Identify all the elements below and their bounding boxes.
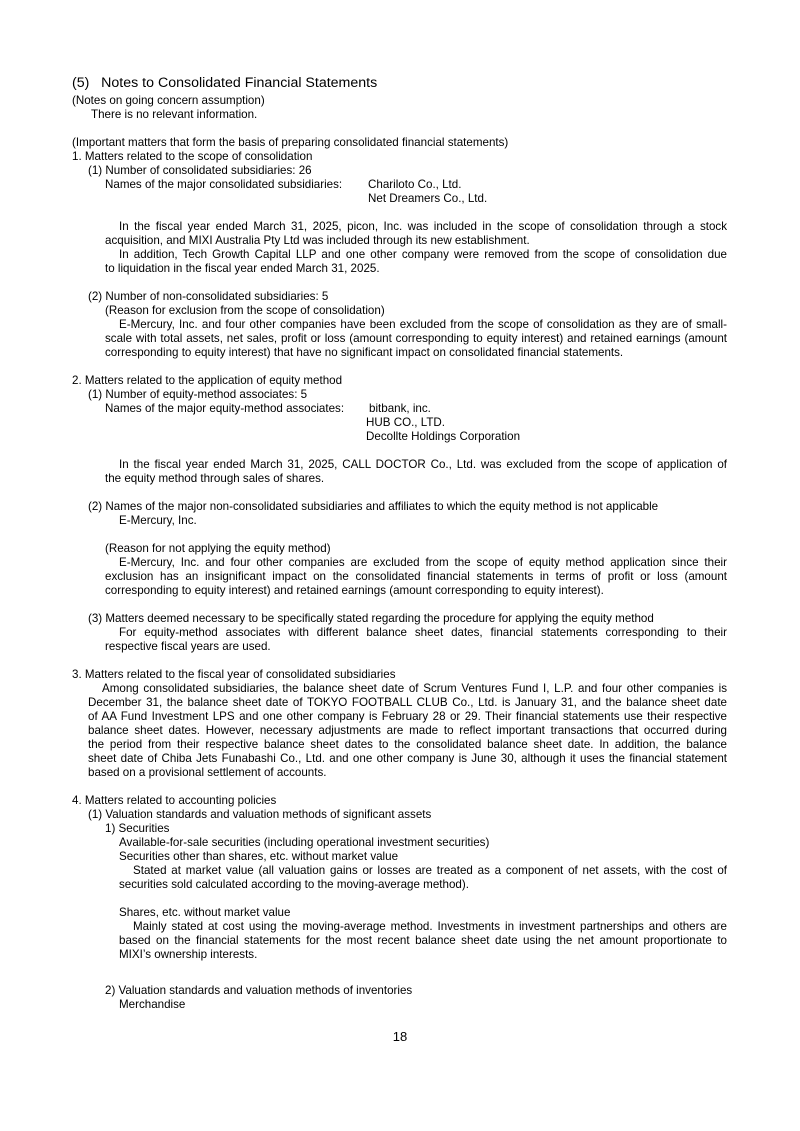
- s1-reason-heading: (Reason for exclusion from the scope of consolidation): [105, 304, 385, 317]
- s3-line: sheet date of Chiba Jets Funabashi Co., Ltd. and one other company is June 30, although it uses the financial statement: [88, 752, 727, 765]
- s4-item2: 2) Valuation standards and valuation methods of inventories: [105, 984, 413, 997]
- basis-heading: (Important matters that form the basis of preparing consolidated financial statements): [72, 136, 509, 149]
- s2-reason-line: corresponding to equity interest) and retained earnings (amount corresponding to equity interest).: [105, 584, 604, 597]
- going-concern-text: There is no relevant information.: [91, 108, 258, 121]
- s1-para2-line: In addition, Tech Growth Capital LLP and one other company were removed from the scope of consolidation due: [119, 248, 727, 261]
- s1-heading: 1. Matters related to the scope of consolidation: [72, 150, 313, 163]
- s1-name-2: Net Dreamers Co., Ltd.: [368, 192, 488, 205]
- s1-name-1: Chariloto Co., Ltd.: [368, 178, 462, 191]
- s2-heading: 2. Matters related to the application of equity method: [72, 374, 343, 387]
- s3-line: based on a provisional settlement of accounts.: [88, 766, 327, 779]
- s4-merchandise: Merchandise: [119, 998, 186, 1011]
- s4-other-line: Stated at market value (all valuation gains or losses are treated as a component of net assets, with the cost of: [133, 864, 727, 877]
- s3-line: of AA Fund Investment LPS and one other company is February 28 or 29. Their financial statements use their respective: [88, 710, 727, 723]
- s2-sub2-name: E-Mercury, Inc.: [119, 514, 197, 527]
- section-title: (5) Notes to Consolidated Financial Statements: [72, 75, 378, 91]
- s2-name-3: Decollte Holdings Corporation: [366, 430, 521, 443]
- s2-para1-line: the equity method through sales of shares.: [105, 472, 325, 485]
- s2-sub3-line: For equity-method associates with different balance sheet dates, financial statements corresponding to their: [119, 626, 727, 639]
- s1-para1-line: acquisition, and MIXI Australia Pty Ltd was included through its new establishment.: [105, 234, 530, 247]
- s4-shares: Shares, etc. without market value: [119, 906, 291, 919]
- s2-para1-line: In the fiscal year ended March 31, 2025, CALL DOCTOR Co., Ltd. was excluded from the scope of application of: [119, 458, 727, 471]
- s1-para1-line: In the fiscal year ended March 31, 2025, picon, Inc. was included in the scope of consolidation through a stock: [119, 220, 727, 233]
- s2-reason-line: exclusion has an insignificant impact on the consolidated financial statements in terms of profit or loss (amount: [105, 570, 727, 583]
- s1-para2-line: to liquidation in the fiscal year ended March 31, 2025.: [105, 262, 380, 275]
- s3-heading: 3. Matters related to the fiscal year of consolidated subsidiaries: [72, 668, 396, 681]
- s2-sub3-line: respective fiscal years are used.: [105, 640, 271, 653]
- s2-name-2: HUB CO., LTD.: [366, 416, 446, 429]
- s3-line: balance sheet dates. However, necessary adjustments are made to reflect important transactions that occurred during: [88, 724, 727, 737]
- s4-sub1: (1) Valuation standards and valuation methods of significant assets: [88, 808, 432, 821]
- s2-sub1: (1) Number of equity-method associates: 5: [88, 388, 308, 401]
- s2-names-label: Names of the major equity-method associates:: [105, 402, 345, 415]
- s4-shares-line: MIXI’s ownership interests.: [119, 948, 258, 961]
- s4-item1: 1) Securities: [105, 822, 170, 835]
- page-number: 18: [392, 1029, 408, 1044]
- s4-heading: 4. Matters related to accounting policies: [72, 794, 277, 807]
- s2-reason-heading: (Reason for not applying the equity method): [105, 542, 331, 555]
- s1-sub1: (1) Number of consolidated subsidiaries: 26: [88, 164, 312, 177]
- s4-shares-line: Mainly stated at cost using the moving-average method. Investments in investment partnerships and others are: [133, 920, 727, 933]
- going-concern-heading: (Notes on going concern assumption): [72, 94, 265, 107]
- s1-reason-line: E-Mercury, Inc. and four other companies have been excluded from the scope of consolidation as they are of small-: [119, 318, 727, 331]
- s2-sub2: (2) Names of the major non-consolidated subsidiaries and affiliates to which the equity method is not applicable: [88, 500, 659, 513]
- s4-other: Securities other than shares, etc. without market value: [119, 850, 399, 863]
- s4-other-line: securities sold calculated according to the moving-average method).: [119, 878, 469, 891]
- s4-shares-line: based on the financial statements for the most recent balance sheet date using the net amount proportionate to: [119, 934, 727, 947]
- s1-reason-line: scale with total assets, net sales, profit or loss (amount corresponding to equity interest) and retained earnings (amount: [105, 332, 727, 345]
- s1-names-label: Names of the major consolidated subsidiaries:: [105, 178, 343, 191]
- s1-reason-line: corresponding to equity interest) that have no significant impact on consolidated financial statements.: [105, 346, 624, 359]
- s3-line: Among consolidated subsidiaries, the balance sheet date of Scrum Ventures Fund I, L.P. and four other companies is: [102, 682, 727, 695]
- s4-afs: Available-for-sale securities (including operational investment securities): [119, 836, 490, 849]
- s2-sub3: (3) Matters deemed necessary to be specifically stated regarding the procedure for applying the equity method: [88, 612, 654, 625]
- s2-name-1: bitbank, inc.: [369, 402, 431, 415]
- s3-line: the period from their respective balance sheet dates to the consolidated balance sheet date. In addition, the balance: [88, 738, 727, 751]
- s2-reason-line: E-Mercury, Inc. and four other companies are excluded from the scope of equity method application since their: [119, 556, 727, 569]
- s3-line: December 31, the balance sheet date of TOKYO FOOTBALL CLUB Co., Ltd. is January 31, and the balance sheet date: [88, 696, 727, 709]
- s1-sub2: (2) Number of non-consolidated subsidiaries: 5: [88, 290, 329, 303]
